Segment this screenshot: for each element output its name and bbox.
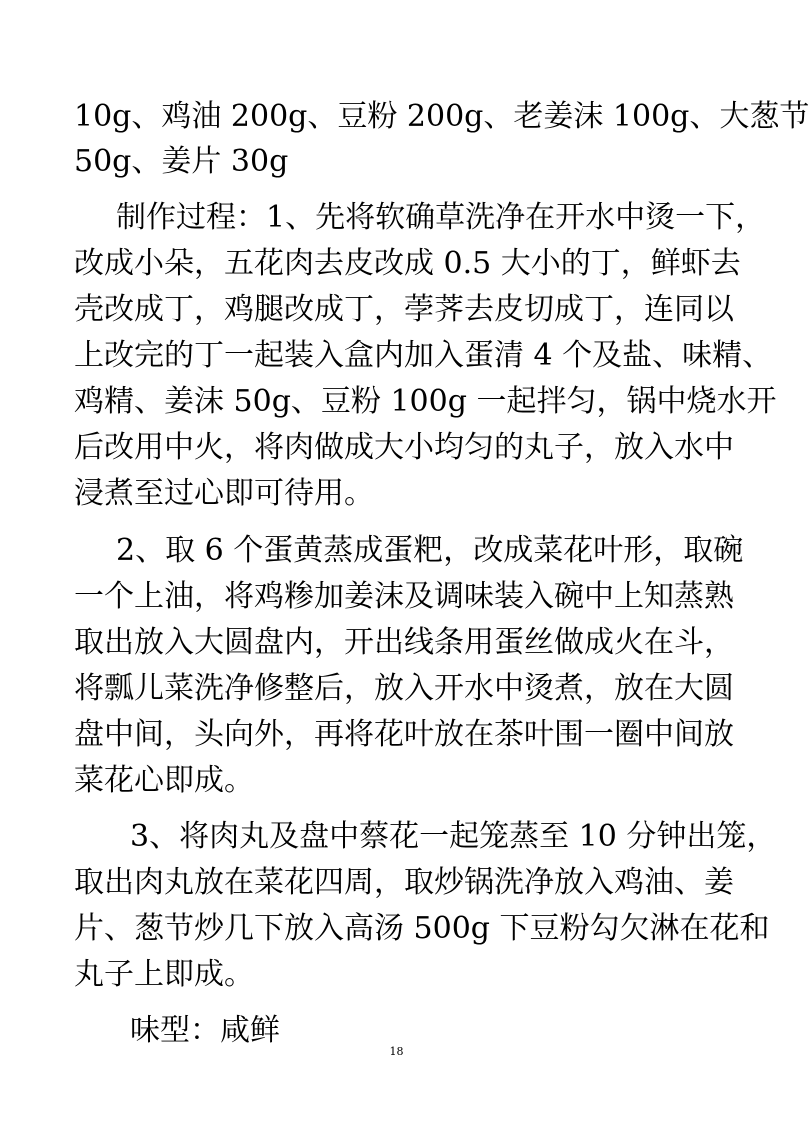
- step1-line-7: 浸煮至过心即可待用。: [74, 476, 374, 511]
- step1-line-6: 后改用中火，将肉做成大小均匀的丸子，放入水中: [74, 430, 734, 465]
- step3-line-3: 片、葱节炒几下放入高汤 500g 下豆粉勾欠淋在花和: [74, 911, 770, 946]
- step1-line-3: 壳改成丁，鸡腿改成丁，荸荠去皮切成丁，连同以: [74, 292, 734, 327]
- step2-line-4: 将瓢儿菜洗净修整后，放入开水中烫煮，放在大圆: [74, 671, 734, 706]
- step1-line-5: 鸡精、姜沫 50g、豆粉 100g 一起拌匀，锅中烧水开: [74, 384, 777, 419]
- flavor-line: 味型：咸鲜: [130, 1013, 280, 1048]
- step1-line-1: 制作过程：1、先将软确草洗净在开水中烫一下，: [116, 200, 766, 235]
- step3-line-4: 丸子上即成。: [74, 957, 254, 992]
- step2-line-2: 一个上油，将鸡糁加姜沫及调味装入碗中上知蒸熟: [74, 579, 734, 614]
- step3-line-2: 取出肉丸放在菜花四周，取炒锅洗净放入鸡油、姜: [74, 865, 734, 900]
- step2-line-5: 盘中间，头向外，再将花叶放在茶叶围一圈中间放: [74, 717, 734, 752]
- step1-line-2: 改成小朵，五花肉去皮改成 0.5 大小的丁，鲜虾去: [74, 246, 741, 281]
- step1-line-4: 上改完的丁一起装入盒内加入蛋清 4 个及盐、味精、: [74, 338, 773, 373]
- step3-line-1: 3、将肉丸及盘中蔡花一起笼蒸至 10 分钟出笼，: [130, 819, 777, 854]
- step2-line-3: 取出放入大圆盘内，开出线条用蛋丝做成火在斗，: [74, 625, 734, 660]
- ingredients-line-2: 50g、姜片 30g: [74, 144, 289, 179]
- page-number: 18: [389, 1045, 404, 1058]
- step2-line-1: 2、取 6 个蛋黄蒸成蛋粑，改成菜花叶形，取碗: [116, 533, 744, 568]
- step2-line-6: 菜花心即成。: [74, 763, 254, 798]
- ingredients-line-1: 10g、鸡油 200g、豆粉 200g、老姜沫 100g、大葱节: [74, 99, 809, 134]
